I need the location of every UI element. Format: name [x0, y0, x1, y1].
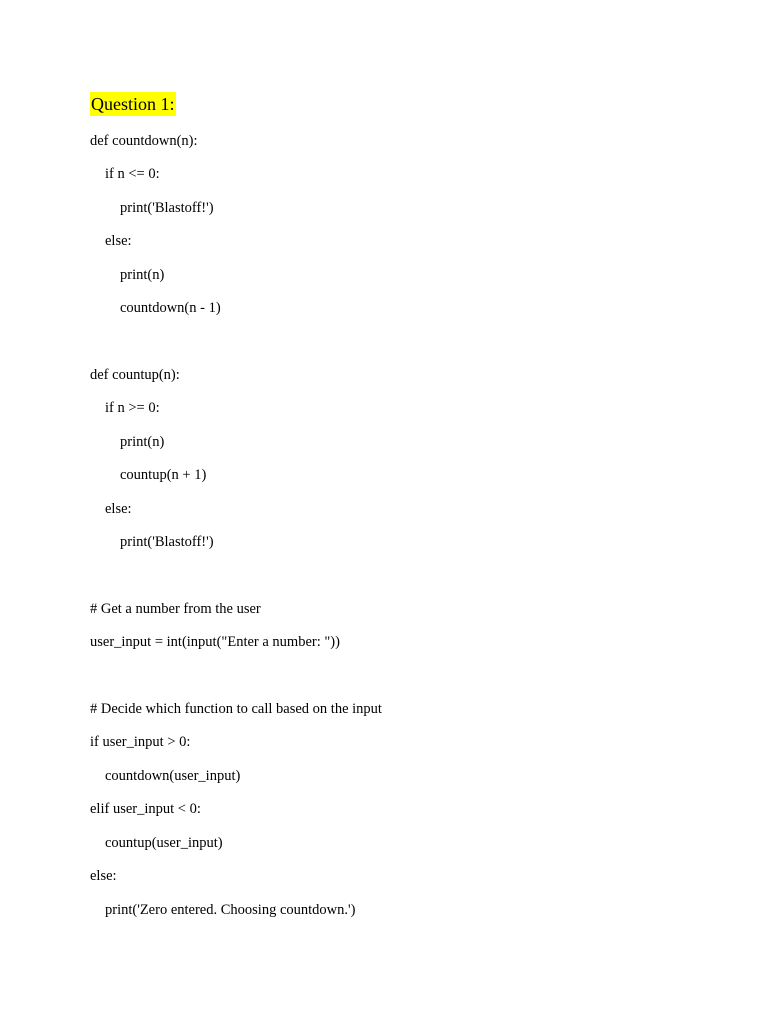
code-line: def countup(n):	[90, 367, 180, 383]
code-line: print(n)	[120, 267, 165, 283]
code-line: else:	[105, 501, 132, 517]
code-line: countdown(n - 1)	[120, 300, 221, 316]
code-line: if n >= 0:	[105, 400, 160, 416]
code-line: user_input = int(input("Enter a number: "))	[90, 634, 340, 650]
question-heading: Question 1:	[91, 94, 175, 114]
code-line: else:	[105, 233, 132, 249]
code-line: elif user_input < 0:	[90, 801, 201, 817]
comment-line: # Get a number from the user	[90, 601, 261, 617]
code-line: countup(user_input)	[105, 835, 223, 851]
code-line: print('Blastoff!')	[120, 200, 214, 216]
code-line: if user_input > 0:	[90, 734, 191, 750]
code-line: countdown(user_input)	[105, 768, 241, 784]
comment-line: # Decide which function to call based on the input	[90, 701, 382, 717]
code-line: def countdown(n):	[90, 133, 198, 149]
code-line: else:	[90, 868, 117, 884]
code-line: print('Blastoff!')	[120, 534, 214, 550]
code-line: print('Zero entered. Choosing countdown.')	[105, 902, 356, 918]
code-line: if n <= 0:	[105, 166, 160, 182]
code-line: print(n)	[120, 434, 165, 450]
code-line: countup(n + 1)	[120, 467, 207, 483]
